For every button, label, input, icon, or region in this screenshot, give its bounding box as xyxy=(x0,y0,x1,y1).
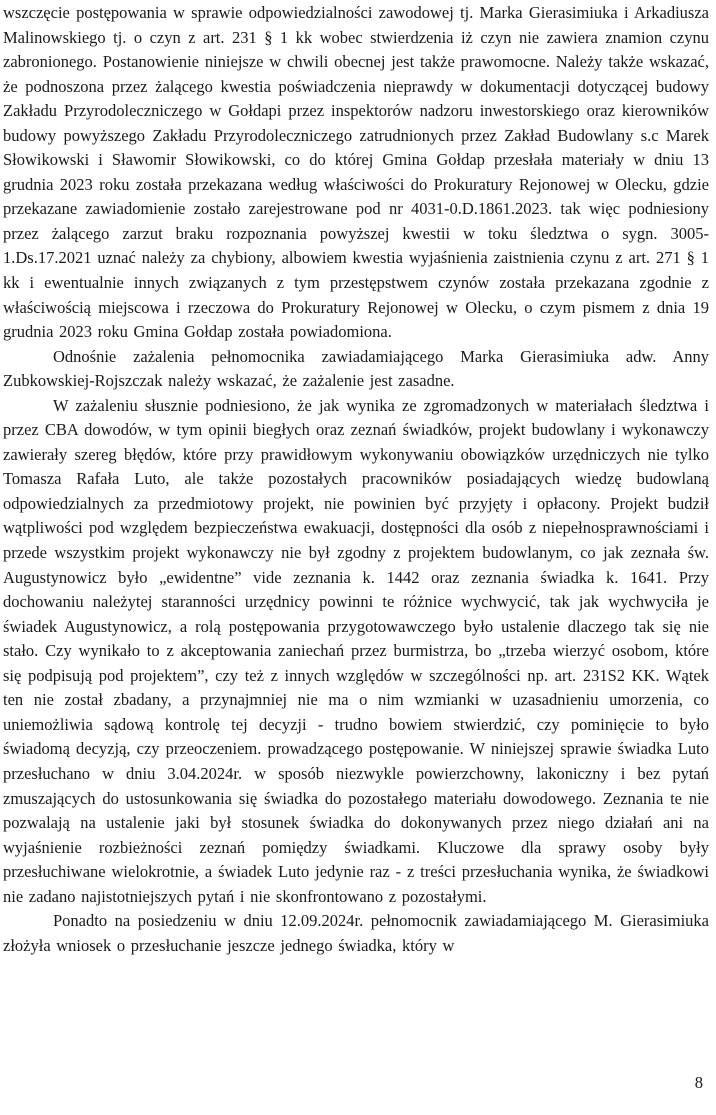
paragraph: Ponadto na posiedzeniu w dniu 12.09.2024r. pełnomocnik zawiadamiającego M. Gierasimiuka złożyła wniosek o przesłuchanie jeszcze jednego świadka, który w xyxy=(3,911,709,955)
page-number: 8 xyxy=(694,1073,703,1092)
paragraph: Odnośnie zażalenia pełnomocnika zawiadamiającego Marka Gierasimiuka adw. Anny Zubkowskiej-Rojszczak należy wskazać, że zażalenie jest zasadne. xyxy=(3,346,709,391)
paragraph: W zażaleniu słusznie podniesiono, że jak wynika ze zgromadzonych w materiałach śledztwa i przez CBA dowodów, w tym opinii biegłych oraz zeznań świadków, projekt budowlany i wykonawczy zawierały szereg błędów, które przy prawidłowym wykonywaniu obowiązków urzędniczych nie tylko Tomasza Rafała Luto, ale także pozostałych pracowników posiadających wiedzę budowlaną odpowiedzialnych za przedmiotowy projekt, nie powinien być przyjęty i opłacony. Projekt budził wątpliwości pod względem bezpieczeństwa ewakuacji, dostępności dla osób z niepełnosprawnościami i przede wszystkim projekt wykonawczy nie był zgodny z projektem budowlanym, co jak zeznała św. Augustynowicz było „ewidentne” vide zeznania k. 1442 oraz zeznania świadka k. 1641. Przy dochowaniu należytej staranności urzędnicy powinni te różnice wychwycić, tak jak wychwyciła je świadek Augustynowicz, a rolą postępowania przygotowawczego było ustalenie dlaczego tak się nie stało. Czy wynikało to z akceptowania zaniechań przez burmistrza, bo „trzeba wierzyć osobom, które się podpisują pod projektem”, czy też z innych względów w szczególności np. art. 231S2 KK. Wątek ten nie został zbadany, a przynajmniej nie ma o nim wzmianki w uzasadnieniu umorzenia, co uniemożliwia sądową kontrolę tej decyzji - trudno bowiem stwierdzić, czy pominięcie to było świadomą decyzją, czy przeoczeniem. prowadzącego postępowanie. W niniejszej sprawie świadka Luto przesłuchano w dniu 3.04.2024r. w sposób niezwykle powierzchowny, lakoniczny i bez pytań zmuszających do ustosunkowania się świadka do pozostałego materiału dowodowego. Zeznania te nie pozwalają na ustalenie jaki był stosunek świadka do dokonywanych przez niego działań ani na wyjaśnienie rozbieżności zeznań pomiędzy świadkami. Kluczowe dla sprawy osoby były przesłuchiwane wielokrotnie, a świadek Luto jedynie raz - z treści przesłuchania wynika, że świadkowi nie zadano najistotniejszych pytań i nie skonfrontowano z pozostałymi. xyxy=(3,395,709,906)
paragraph-continuation: wszczęcie postępowania w sprawie odpowiedzialności zawodowej tj. Marka Gierasimiuka i Arkadiusza Malinowskiego tj. o czyn z art. 231 § 1 kk wobec stwierdzenia iż czyn nie zawiera znamion czynu zabronionego. Postanowienie niniejsze w chwili obecnej jest także prawomocne. Należy także wskazać, że podnoszona przez żalącego kwestia poświadczenia nieprawdy w dokumentacji dotyczącej budowy Zakładu Przyrodoleczniczego w Gołdapi przez inspektorów nadzoru inwestorskiego oraz kierowników budowy powyższego Zakładu Przyrodoleczniczego zatrudnionych przez Zakład Budowlany s.c Marek Słowikowski i Sławomir Słowikowski, co do której Gmina Gołdap przesłała materiały w dniu 13 grudnia 2023 roku została przekazana według właściwości do Prokuratury Rejonowej w Olecku, gdzie przekazane zawiadomienie zostało zarejestrowane pod nr 4031-0.D.1861.2023. tak więc podniesiony przez żalącego zarzut braku rozpoznania powyższej kwestii w toku śledztwa o sygn. 3005-1.Ds.17.2021 uznać należy za chybiony, albowiem kwestia wyjaśnienia zaistnienia czynu z art. 271 § 1 kk i ewentualnie innych związanych z tym przestępstwem czynów została przekazana zgodnie z właściwością miejscowa i rzeczowa do Prokuratury Rejonowej w Olecku, o czym pismem z dnia 19 grudnia 2023 roku Gmina Gołdap została powiadomiona. xyxy=(3,3,709,342)
document-text-block xyxy=(3,1,709,1061)
